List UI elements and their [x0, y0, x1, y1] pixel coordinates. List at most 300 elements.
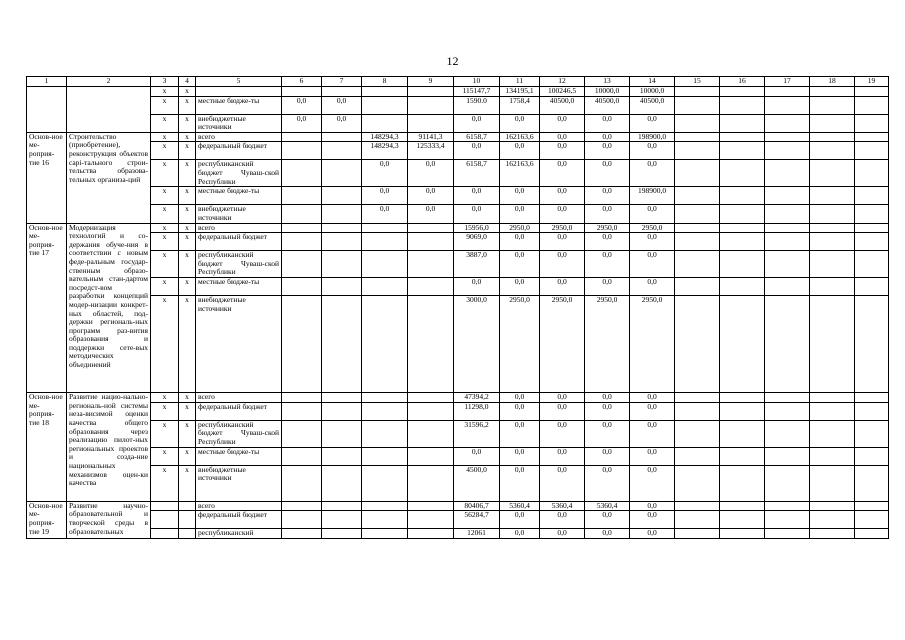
value-cell: 3000,0 [454, 296, 500, 393]
funding-source: внебюджетные источники [196, 296, 282, 393]
value-cell: 0,0 [362, 160, 408, 187]
empty-cell [810, 402, 855, 420]
value-cell: 0,0 [500, 447, 540, 465]
value-cell: 0,0 [585, 205, 630, 223]
value-cell [282, 402, 322, 420]
value-cell: 0,0 [454, 278, 500, 296]
empty-cell [720, 160, 765, 187]
value-cell [282, 160, 322, 187]
empty-cell [855, 447, 889, 465]
funding-source: республиканский бюджет Чуваш-ской Республики [196, 160, 282, 187]
value-cell: 0,0 [630, 205, 675, 223]
value-cell: 1590.0 [454, 96, 500, 114]
empty-cell [765, 114, 810, 132]
value-cell: 2950,0 [540, 223, 585, 233]
table-row [27, 114, 889, 132]
value-cell: 2950,0 [585, 296, 630, 393]
value-cell: x [151, 142, 179, 160]
value-cell: 0,0 [585, 402, 630, 420]
value-cell: x [151, 87, 179, 97]
value-cell: x [179, 96, 196, 114]
value-cell: 0,0 [500, 114, 540, 132]
value-cell: 3887,0 [454, 251, 500, 278]
value-cell: x [151, 160, 179, 187]
funding-source: республиканский бюджет Чуваш-ской Республики [196, 251, 282, 278]
value-cell: 15956,0 [454, 223, 500, 233]
value-cell: x [179, 402, 196, 420]
activity-description: Строительство (приобретение), реконструкция объектов capi-тального строи-тельства образова-тельных организа-ций [67, 132, 151, 223]
table-row [27, 529, 889, 539]
value-cell: 0,0 [540, 420, 585, 447]
empty-cell [855, 278, 889, 296]
empty-cell [765, 205, 810, 223]
value-cell: 2950,0 [630, 223, 675, 233]
funding-source: местные бюдже-ты [196, 96, 282, 114]
empty-cell [810, 160, 855, 187]
value-cell: x [179, 160, 196, 187]
empty-cell [855, 205, 889, 223]
empty-cell [675, 529, 720, 539]
empty-cell [675, 142, 720, 160]
empty-cell [675, 296, 720, 393]
value-cell [322, 296, 362, 393]
empty-cell [720, 511, 765, 529]
value-cell: 134195,1 [500, 87, 540, 97]
value-cell [282, 187, 322, 205]
value-cell: 0,0 [630, 465, 675, 501]
value-cell: 0,0 [500, 402, 540, 420]
value-cell: 0,0 [630, 233, 675, 251]
empty-cell [720, 465, 765, 501]
value-cell: 11298,0 [454, 402, 500, 420]
empty-cell [720, 96, 765, 114]
table-row [27, 402, 889, 420]
value-cell: 0,0 [630, 251, 675, 278]
empty-cell [810, 251, 855, 278]
value-cell: x [179, 87, 196, 97]
value-cell: x [179, 233, 196, 251]
empty-cell [855, 142, 889, 160]
empty-cell [720, 447, 765, 465]
value-cell [282, 132, 322, 142]
value-cell: 0,0 [500, 529, 540, 539]
page-number: 12 [446, 54, 459, 68]
value-cell: 198900,0 [630, 132, 675, 142]
value-cell [322, 447, 362, 465]
empty-cell [765, 132, 810, 142]
value-cell: 162163,6 [500, 160, 540, 187]
value-cell [179, 511, 196, 529]
value-cell: 125333,4 [408, 142, 454, 160]
empty-cell [765, 529, 810, 539]
value-cell: 0,0 [585, 251, 630, 278]
empty-cell [720, 132, 765, 142]
value-cell: 0,0 [322, 96, 362, 114]
empty-cell [855, 233, 889, 251]
empty-cell [810, 511, 855, 529]
empty-cell [675, 132, 720, 142]
empty-cell [765, 296, 810, 393]
value-cell: x [151, 233, 179, 251]
value-cell: 2950,0 [540, 296, 585, 393]
value-cell: 2950,0 [630, 296, 675, 393]
value-cell [322, 223, 362, 233]
empty-cell [810, 296, 855, 393]
value-cell: x [179, 142, 196, 160]
value-cell: x [151, 465, 179, 501]
value-cell [362, 233, 408, 251]
value-cell: x [179, 447, 196, 465]
column-number-14: 14 [630, 77, 675, 87]
empty-cell [675, 187, 720, 205]
value-cell [408, 87, 454, 97]
empty-cell [720, 223, 765, 233]
column-number-6: 6 [282, 77, 322, 87]
empty-cell [855, 96, 889, 114]
empty-cell [675, 160, 720, 187]
empty-cell [810, 142, 855, 160]
value-cell [408, 420, 454, 447]
value-cell: 115147,7 [454, 87, 500, 97]
column-number-19: 19 [855, 77, 889, 87]
value-cell [362, 529, 408, 539]
value-cell: 162163,6 [500, 132, 540, 142]
table-row [27, 251, 889, 278]
value-cell: 0,0 [630, 420, 675, 447]
value-cell [282, 142, 322, 160]
empty-cell [720, 402, 765, 420]
value-cell [282, 296, 322, 393]
empty-cell [810, 529, 855, 539]
column-number-13: 13 [585, 77, 630, 87]
value-cell [282, 87, 322, 97]
value-cell: 0,0 [500, 251, 540, 278]
empty-cell [675, 96, 720, 114]
value-cell [408, 511, 454, 529]
value-cell: 0,0 [585, 511, 630, 529]
value-cell [322, 205, 362, 223]
value-cell: 0,0 [585, 114, 630, 132]
empty-cell [765, 96, 810, 114]
activity-description [67, 87, 151, 133]
value-cell [322, 511, 362, 529]
column-number-10: 10 [454, 77, 500, 87]
value-cell: 91141,3 [408, 132, 454, 142]
empty-cell [855, 420, 889, 447]
value-cell [322, 465, 362, 501]
activity-description: Развитие научно-образовательной и творческой среды в образовательных [67, 501, 151, 538]
empty-cell [765, 87, 810, 97]
value-cell: 0,0 [454, 114, 500, 132]
value-cell [282, 205, 322, 223]
value-cell: 0,0 [362, 187, 408, 205]
value-cell: 0,0 [540, 205, 585, 223]
table-row [27, 501, 889, 511]
value-cell: 0,0 [540, 251, 585, 278]
value-cell: 0,0 [282, 96, 322, 114]
empty-cell [810, 278, 855, 296]
funding-source: внебюджетные источники [196, 465, 282, 501]
value-cell [408, 296, 454, 393]
empty-cell [855, 296, 889, 393]
table-row [27, 465, 889, 501]
value-cell: 0,0 [630, 160, 675, 187]
funding-source: всего [196, 501, 282, 511]
value-cell: 0,0 [540, 278, 585, 296]
value-cell: 100246,5 [540, 87, 585, 97]
empty-cell [855, 529, 889, 539]
value-cell: 0,0 [585, 187, 630, 205]
value-cell [179, 501, 196, 511]
value-cell: 0,0 [540, 529, 585, 539]
column-number-16: 16 [720, 77, 765, 87]
empty-cell [765, 511, 810, 529]
column-number-1: 1 [27, 77, 67, 87]
table-row [27, 142, 889, 160]
table-row [27, 132, 889, 142]
value-cell: 0,0 [585, 132, 630, 142]
value-cell [362, 223, 408, 233]
empty-cell [720, 393, 765, 403]
empty-cell [765, 402, 810, 420]
empty-cell [675, 465, 720, 501]
value-cell: 9069,0 [454, 233, 500, 251]
value-cell: 0,0 [500, 420, 540, 447]
value-cell [408, 529, 454, 539]
column-number-2: 2 [67, 77, 151, 87]
empty-cell [765, 187, 810, 205]
value-cell: 148294,3 [362, 142, 408, 160]
empty-cell [675, 87, 720, 97]
activity-description: Развитие нацио-нально-региональ-ной системы неза-висимой оценки качества общего образования через реализацию пилот-ных региональных проектов и созда-ние национальных механизмов оцен-ки качества [67, 393, 151, 502]
value-cell [362, 511, 408, 529]
column-number-12: 12 [540, 77, 585, 87]
empty-cell [855, 187, 889, 205]
value-cell [362, 501, 408, 511]
value-cell: 6158,7 [454, 132, 500, 142]
value-cell: x [179, 114, 196, 132]
value-cell [362, 465, 408, 501]
value-cell: 0,0 [540, 447, 585, 465]
column-number-5: 5 [196, 77, 282, 87]
table-row [27, 160, 889, 187]
empty-cell [810, 205, 855, 223]
column-number-18: 18 [810, 77, 855, 87]
value-cell: 0,0 [540, 465, 585, 501]
value-cell: x [179, 465, 196, 501]
value-cell: 5360,4 [540, 501, 585, 511]
column-number-17: 17 [765, 77, 810, 87]
activity-label [27, 87, 67, 133]
value-cell [322, 142, 362, 160]
value-cell: x [151, 205, 179, 223]
value-cell: 0,0 [585, 447, 630, 465]
empty-cell [720, 501, 765, 511]
value-cell: 0,0 [585, 142, 630, 160]
value-cell: x [179, 223, 196, 233]
activity-label: Основ-ное ме-роприя-тие 17 [27, 223, 67, 393]
table-row [27, 420, 889, 447]
empty-cell [810, 187, 855, 205]
empty-cell [855, 501, 889, 511]
value-cell: x [179, 420, 196, 447]
value-cell: 0,0 [585, 529, 630, 539]
empty-cell [675, 447, 720, 465]
empty-cell [765, 142, 810, 160]
value-cell: x [151, 296, 179, 393]
value-cell [282, 393, 322, 403]
value-cell: 0,0 [408, 160, 454, 187]
empty-cell [810, 501, 855, 511]
value-cell: 0,0 [630, 114, 675, 132]
value-cell [362, 447, 408, 465]
value-cell: 12061 [454, 529, 500, 539]
empty-cell [810, 223, 855, 233]
value-cell: 0,0 [454, 447, 500, 465]
empty-cell [855, 465, 889, 501]
value-cell [179, 529, 196, 539]
empty-cell [765, 501, 810, 511]
value-cell: 0,0 [500, 511, 540, 529]
activity-label: Основ-ное ме-роприя-тие 18 [27, 393, 67, 502]
value-cell: 0,0 [585, 393, 630, 403]
value-cell [151, 529, 179, 539]
value-cell: 0,0 [500, 187, 540, 205]
empty-cell [855, 402, 889, 420]
value-cell: 0,0 [585, 233, 630, 251]
value-cell: 0,0 [408, 187, 454, 205]
value-cell: 40500,0 [585, 96, 630, 114]
funding-source: внебюджетные источники [196, 114, 282, 132]
value-cell: 47394,2 [454, 393, 500, 403]
empty-cell [855, 160, 889, 187]
value-cell [282, 529, 322, 539]
value-cell: x [151, 447, 179, 465]
table-row [27, 233, 889, 251]
empty-cell [765, 420, 810, 447]
value-cell [282, 223, 322, 233]
value-cell: 0,0 [540, 114, 585, 132]
empty-cell [720, 205, 765, 223]
value-cell [408, 233, 454, 251]
value-cell: 0,0 [540, 393, 585, 403]
column-number-9: 9 [408, 77, 454, 87]
value-cell [322, 187, 362, 205]
budget-table [26, 76, 889, 539]
empty-cell [720, 187, 765, 205]
value-cell: 0,0 [454, 187, 500, 205]
value-cell: 40500,0 [630, 96, 675, 114]
value-cell [322, 420, 362, 447]
value-cell: 2950,0 [500, 223, 540, 233]
value-cell [282, 420, 322, 447]
value-cell: 10000,0 [585, 87, 630, 97]
empty-cell [675, 223, 720, 233]
value-cell: 0,0 [282, 114, 322, 132]
value-cell: 56284,7 [454, 511, 500, 529]
value-cell [408, 278, 454, 296]
empty-cell [810, 132, 855, 142]
column-number-3: 3 [151, 77, 179, 87]
value-cell: 0,0 [500, 233, 540, 251]
value-cell: 0,0 [585, 278, 630, 296]
empty-cell [810, 420, 855, 447]
funding-source: республиканский бюджет Чуваш-ской Республики [196, 420, 282, 447]
funding-source: республиканский [196, 529, 282, 539]
funding-source: местные бюдже-ты [196, 447, 282, 465]
empty-cell [675, 501, 720, 511]
value-cell [362, 278, 408, 296]
empty-cell [675, 393, 720, 403]
value-cell [322, 278, 362, 296]
value-cell [362, 402, 408, 420]
empty-cell [675, 205, 720, 223]
value-cell [408, 402, 454, 420]
value-cell [151, 511, 179, 529]
empty-cell [675, 402, 720, 420]
empty-cell [720, 278, 765, 296]
empty-cell [720, 114, 765, 132]
empty-cell [765, 278, 810, 296]
empty-cell [720, 529, 765, 539]
value-cell [282, 465, 322, 501]
empty-cell [810, 465, 855, 501]
empty-cell [720, 87, 765, 97]
activity-label: Основ-ное ме-роприя-тие 16 [27, 132, 67, 223]
empty-cell [675, 233, 720, 251]
empty-cell [855, 132, 889, 142]
value-cell: x [179, 296, 196, 393]
empty-cell [855, 114, 889, 132]
table-row [27, 511, 889, 529]
empty-cell [765, 465, 810, 501]
empty-cell [765, 251, 810, 278]
value-cell [408, 114, 454, 132]
value-cell [408, 223, 454, 233]
value-cell: 0,0 [630, 393, 675, 403]
value-cell [362, 420, 408, 447]
value-cell: x [151, 402, 179, 420]
table-row [27, 87, 889, 97]
value-cell: 0,0 [540, 233, 585, 251]
value-cell [322, 393, 362, 403]
empty-cell [720, 420, 765, 447]
value-cell: 0,0 [500, 205, 540, 223]
value-cell: x [151, 420, 179, 447]
value-cell [322, 251, 362, 278]
value-cell: 2950,0 [585, 223, 630, 233]
value-cell [362, 393, 408, 403]
value-cell: x [179, 205, 196, 223]
value-cell: x [179, 132, 196, 142]
value-cell: x [151, 223, 179, 233]
empty-cell [855, 223, 889, 233]
table-row [27, 205, 889, 223]
value-cell: x [151, 114, 179, 132]
value-cell: 0,0 [500, 465, 540, 501]
value-cell [408, 96, 454, 114]
value-cell: 0,0 [322, 114, 362, 132]
funding-source: местные бюдже-ты [196, 278, 282, 296]
empty-cell [855, 251, 889, 278]
value-cell [282, 447, 322, 465]
value-cell [362, 251, 408, 278]
activity-label: Основ-ное ме-роприя-тие 19 [27, 501, 67, 538]
value-cell [322, 402, 362, 420]
funding-source: федеральный бюджет [196, 402, 282, 420]
value-cell: 148294,3 [362, 132, 408, 142]
value-cell: 5360,4 [500, 501, 540, 511]
